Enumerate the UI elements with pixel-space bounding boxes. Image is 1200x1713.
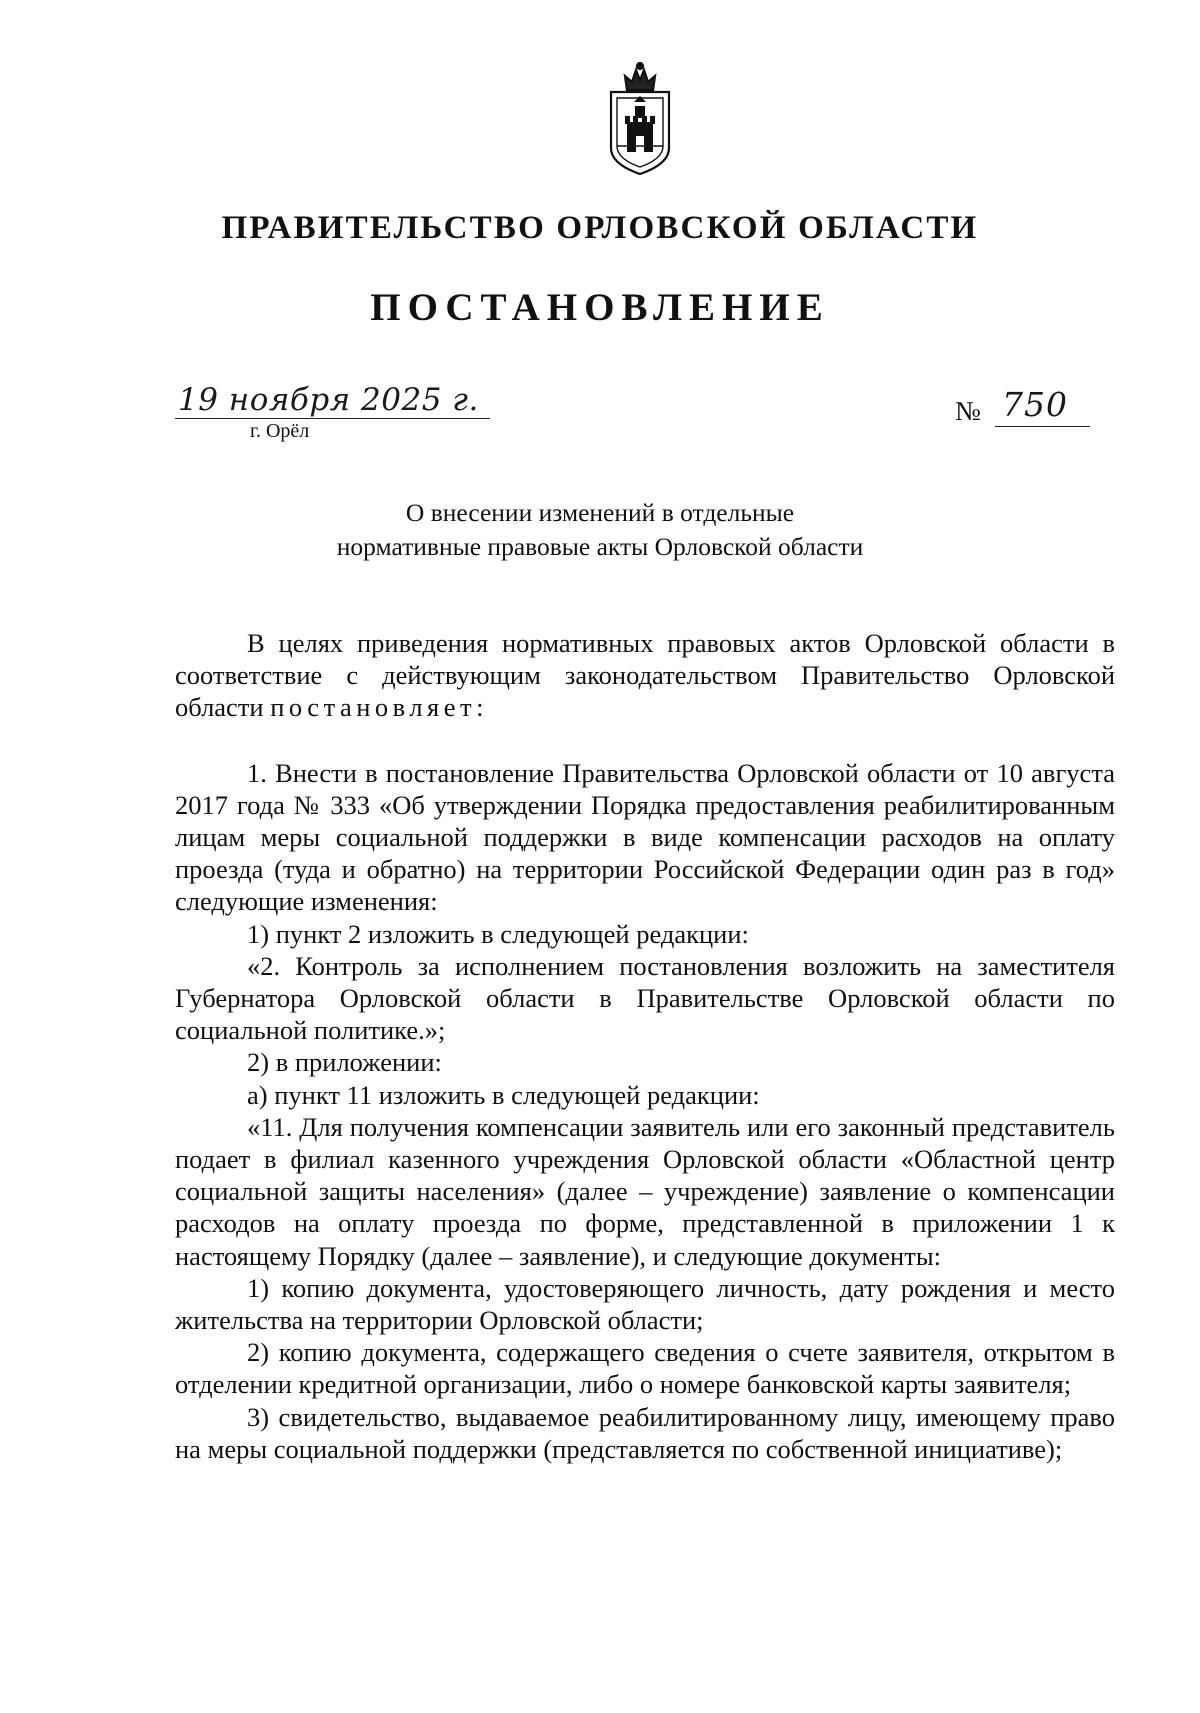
body-paragraph: «2. Контроль за исполнением постановления возложить на заместителя Губернатора Орловской области в Правительстве Орловской области по социальной политике.»; [175,950,1115,1046]
body-paragraph: 2) в приложении: [247,1047,442,1078]
number-underline [995,426,1090,427]
preamble-text: В целях приведения нормативных правовых актов Орловской области в соответствие с действующим законодательством Правительство Орловской области [175,628,1115,723]
body-paragraph: а) пункт 11 изложить в следующей редакции: [247,1079,760,1110]
decree-word: постановляет [270,692,477,723]
coat-of-arms-icon [601,60,679,178]
body-paragraph: «11. Для получения компенсации заявитель или его законный представитель подает в филиал казенного учреждения Орловской области «Областной центр социальной защиты населения» (далее – учреждение) заявление о компенсации расходов на оплату проезда по форме, представленной в приложении 1 к настоящему Порядку (далее – заявление), и следующие документы: [175,1111,1115,1271]
body-paragraph: 3) свидетельство, выдаваемое реабилитированному лицу, имеющему право на меры социальной поддержки (представляется по собственной инициативе); [175,1401,1115,1464]
preamble-tail: : [476,692,484,723]
body-paragraph: 1) пункт 2 изложить в следующей редакции: [247,918,749,949]
handwritten-number: 750 [1002,385,1068,424]
body-paragraph: 1) копию документа, удостоверяющего личность, дату рождения и место жительства на территории Орловской области; [175,1272,1115,1336]
date-underline [175,418,490,419]
preamble-paragraph [175,627,1115,724]
subject-line: нормативные правовые акты Орловской области [336,532,864,561]
body-paragraph: 2) копию документа, содержащего сведения о счете заявителя, открытом в отделении кредитной организации, либо о номере банковской карты заявителя; [175,1337,1115,1400]
handwritten-date: 19 ноября 2025 г. [178,382,479,418]
body-paragraph: 1. Внести в постановление Правительства Орловской области от 10 августа 2017 года № 333 «Об утверждении Порядка предоставления реабилитированным лицам меры социальной поддержки в виде компенсации расходов на оплату проезда (туда и обратно) на территории Российской Федерации один раз в год» следующие изменения: [175,757,1115,917]
subject-line: О внесении изменений в отдельные [405,498,795,527]
city-label: г. Орёл [250,420,310,442]
document-body [175,627,1115,1465]
organization-title: ПРАВИТЕЛЬСТВО ОРЛОВСКОЙ ОБЛАСТИ [221,210,979,246]
document-subject [0,496,1200,564]
document-type-title: ПОСТАНОВЛЕНИЕ [370,286,830,329]
number-label: № [955,396,981,426]
